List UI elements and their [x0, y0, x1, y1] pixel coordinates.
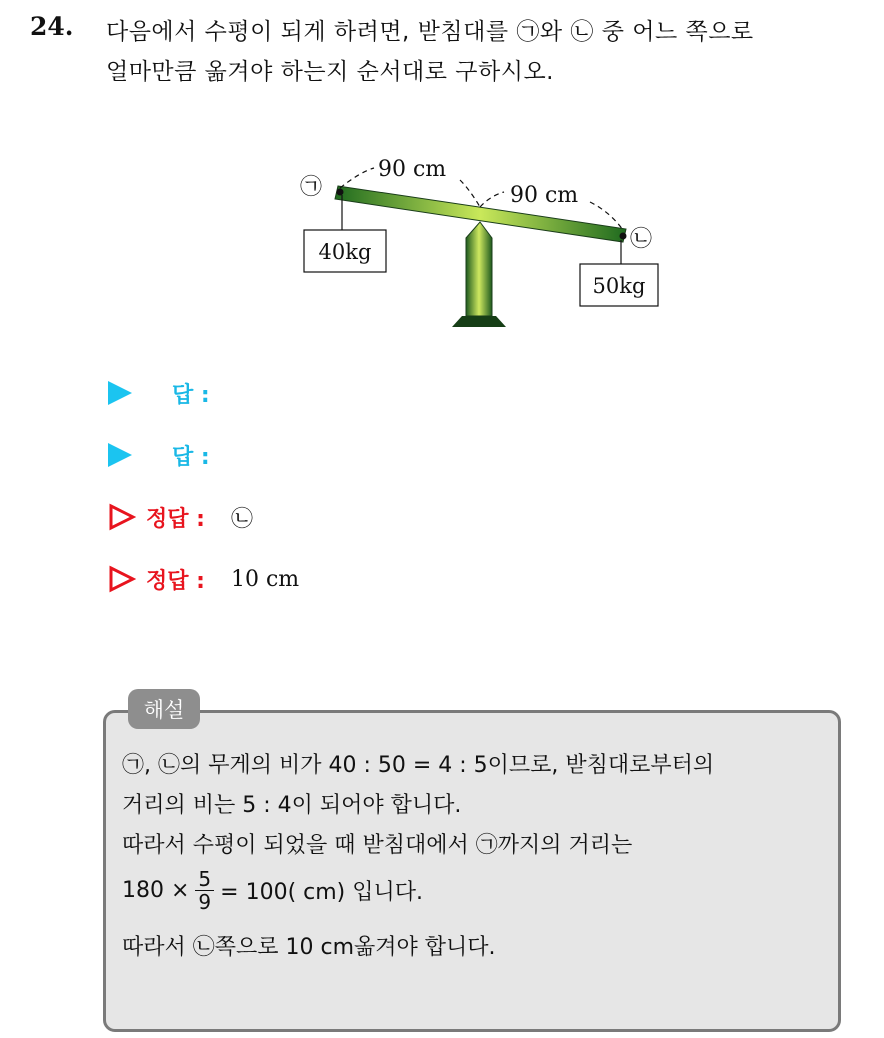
explanation-line-3: 따라서 수평이 되었을 때 받침대에서 ㉠까지의 거리는	[122, 833, 633, 858]
beam-end-right	[620, 233, 627, 240]
correct-value-2: 10 cm	[230, 566, 300, 592]
left-marker: ㉠	[300, 175, 323, 200]
play-icon	[108, 381, 132, 405]
correct-value-1: ㉡	[230, 506, 253, 532]
play-icon	[108, 443, 132, 467]
correct-row-2	[108, 562, 299, 596]
fulcrum-base	[452, 316, 506, 327]
answer-row-2	[108, 438, 210, 472]
explanation-line-5: 따라서 ㉡쪽으로 10 cm옮겨야 합니다.	[122, 935, 496, 960]
fraction	[195, 868, 214, 913]
play-outline-icon	[108, 565, 136, 593]
fraction-denominator: 9	[198, 890, 212, 914]
fulcrum-stand	[466, 222, 492, 316]
seesaw-figure	[290, 150, 690, 340]
answer-label-1: 답 :	[172, 382, 210, 408]
right-distance-label: 90 cm	[510, 183, 579, 208]
explanation-tag: 해설	[128, 689, 200, 729]
correct-label-1: 정답 :	[146, 506, 205, 532]
question-text	[106, 12, 866, 92]
right-marker: ㉡	[630, 227, 653, 252]
question-line-2: 얼마만큼 옮겨야 하는지 순서대로 구하시오.	[106, 59, 554, 85]
correct-row-1	[108, 500, 253, 534]
explanation-line-1: ㉠, ㉡의 무게의 비가 40 : 50 = 4 : 5이므로, 받침대로부터의	[122, 753, 715, 778]
play-outline-icon	[108, 503, 136, 531]
formula-suffix: = 100( cm) 입니다.	[220, 880, 424, 905]
question-number: 24.	[30, 12, 74, 41]
explanation-line-2: 거리의 비는 5 : 4이 되어야 합니다.	[122, 793, 462, 818]
answer-label-2: 답 :	[172, 444, 210, 470]
fraction-numerator: 5	[195, 868, 214, 891]
right-weight-label: 50kg	[592, 274, 646, 298]
formula-prefix: 180 ×	[122, 878, 190, 903]
beam-end-left	[337, 189, 344, 196]
question-line-1: 다음에서 수평이 되게 하려면, 받침대를 ㉠와 ㉡ 중 어느 쪽으로	[106, 19, 754, 45]
answer-row-1	[108, 376, 210, 410]
explanation-line-4	[122, 868, 423, 913]
left-weight-label: 40kg	[318, 240, 372, 264]
left-distance-label: 90 cm	[378, 157, 447, 182]
correct-label-2: 정답 :	[146, 568, 205, 594]
